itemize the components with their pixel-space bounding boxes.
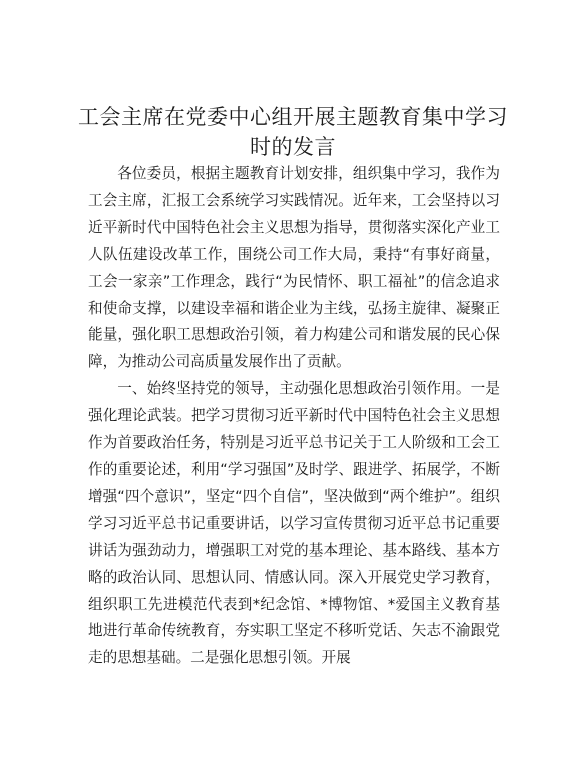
document-body	[88, 161, 500, 672]
paragraph-intro: 各位委员，根据主题教育计划安排，组织集中学习，我作为工会主席，汇报工会系统学习实践情况。近年来，工会坚持以习近平新时代中国特色社会主义思想为指导，贯彻落实深化产业工人队伍建设改革工作，围绕公司工作大局，秉持“有事好商量，工会一家亲”工作理念，践行“为民情怀、职工福祉”的信念追求和使命支撑，以建设幸福和谐企业为主线，弘扬主旋律、凝聚正能量，强化职工思想政治引领，着力构建公司和谐发展的民心保障，为推动公司高质量发展作出了贡献。	[88, 165, 500, 371]
document-title: 工会主席在党委中心组开展主题教育集中学习时的发言	[78, 105, 508, 159]
paragraph-section-one: 一、始终坚持党的领导，主动强化思想政治引领作用。一是强化理论武装。把学习贯彻习近平新时代中国特色社会主义思想作为首要政治任务，特别是习近平总书记关于工人阶级和工会工作的重要论述，利用“学习强国”及时学、跟进学、拓展学，不断增强“四个意识”，坚定“四个自信”，坚决做到“两个维护”。组织学习习近平总书记重要讲话，以学习宣传贯彻习近平总书记重要讲话为强劲动力，增强职工对党的基本理论、基本路线、基本方略的政治认同、思想认同、情感认同。深入开展党史学习教育，组织职工先进模范代表到*纪念馆、*博物馆、*爱国主义教育基地进行革命传统教育，夯实职工坚定不移听党话、矢志不渝跟党走的思想基础。二是强化思想引领。开展	[88, 380, 500, 667]
